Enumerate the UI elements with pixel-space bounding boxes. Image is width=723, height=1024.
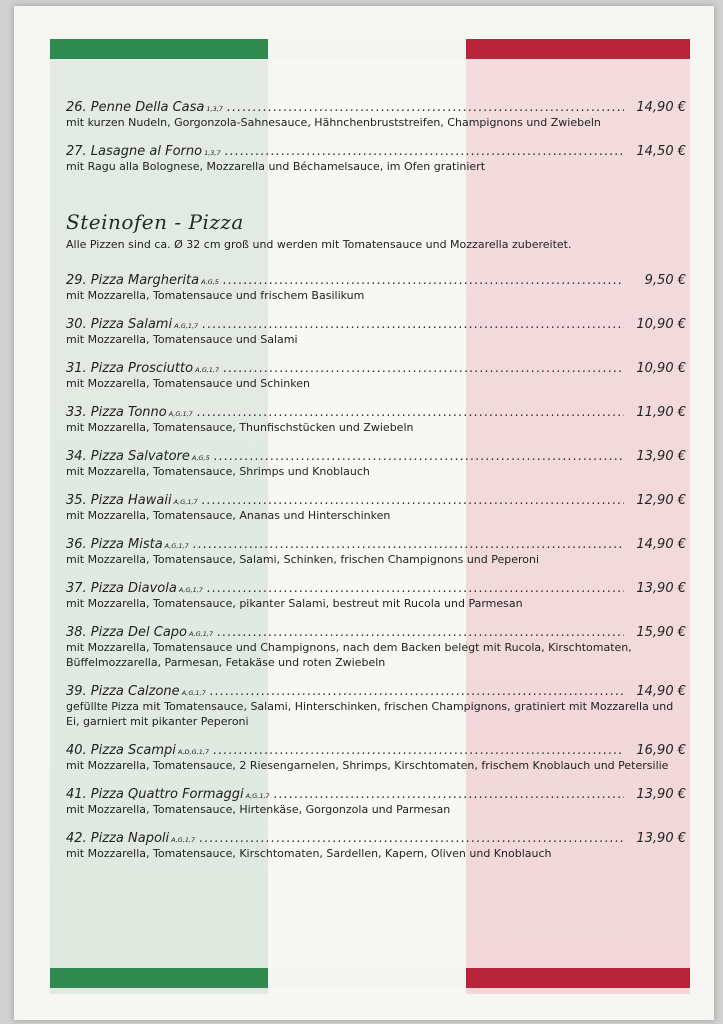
menu-item bbox=[66, 831, 686, 861]
menu-item-price: 13,90 € bbox=[636, 449, 686, 464]
dot-leader bbox=[225, 144, 624, 159]
menu-item-description: mit Mozzarella, Tomatensauce und Salami bbox=[66, 333, 298, 346]
menu-item-row bbox=[66, 581, 686, 596]
menu-item-row bbox=[66, 144, 686, 159]
menu-item bbox=[66, 625, 686, 670]
allergen-codes: A,G,1,7 bbox=[245, 792, 270, 800]
menu-item bbox=[66, 787, 686, 817]
menu-item-description: mit Mozzarella, Tomatensauce, Shrimps und Knoblauch bbox=[66, 465, 370, 478]
menu-item-row bbox=[66, 405, 686, 420]
menu-item-row bbox=[66, 100, 686, 115]
menu-item-name: 27. Lasagne al Forno bbox=[66, 144, 203, 159]
allergen-codes: 1,3,7 bbox=[206, 105, 223, 113]
menu-item-price: 12,90 € bbox=[636, 493, 686, 508]
pasta-list bbox=[66, 100, 686, 174]
menu-item-price: 14,90 € bbox=[636, 684, 686, 699]
menu-item bbox=[66, 743, 686, 773]
menu-item bbox=[66, 581, 686, 611]
menu-item-price: 14,90 € bbox=[636, 100, 686, 115]
flag-band-bottom bbox=[50, 968, 690, 988]
menu-item-name: 38. Pizza Del Capo bbox=[66, 625, 188, 640]
menu-page bbox=[14, 6, 714, 1020]
menu-item-row bbox=[66, 449, 686, 464]
menu-item-description: mit Mozzarella, Tomatensauce, Kirschtomaten, Sardellen, Kapern, Oliven und Knoblauch bbox=[66, 847, 552, 860]
menu-item-price: 10,90 € bbox=[636, 361, 686, 376]
menu-item-price: 16,90 € bbox=[636, 743, 686, 758]
menu-item-description: gefüllte Pizza mit Tomatensauce, Salami, Hinterschinken, frischen Champignons, gratiniert mit Mozzarella und Ei, garniert mit pikanter Peperoni bbox=[66, 700, 674, 728]
menu-item-description: mit Mozzarella, Tomatensauce, pikanter Salami, bestreut mit Rucola und Parmesan bbox=[66, 597, 523, 610]
menu-item bbox=[66, 361, 686, 391]
dot-leader bbox=[199, 831, 624, 846]
menu-item-row bbox=[66, 493, 686, 508]
allergen-codes: A,G,1,7 bbox=[178, 586, 203, 594]
menu-item-description: mit kurzen Nudeln, Gorgonzola-Sahnesauce, Hähnchenbruststreifen, Champignons und Zwiebeln bbox=[66, 116, 601, 129]
menu-item-name: 30. Pizza Salami bbox=[66, 317, 173, 332]
menu-item-row bbox=[66, 537, 686, 552]
menu-item-name: 33. Pizza Tonno bbox=[66, 405, 167, 420]
menu-item-description: mit Mozzarella, Tomatensauce, Hirtenkäse, Gorgonzola und Parmesan bbox=[66, 803, 451, 816]
menu-item-price: 13,90 € bbox=[636, 787, 686, 802]
menu-item-row bbox=[66, 317, 686, 332]
menu-item-row bbox=[66, 787, 686, 802]
menu-item-description: mit Mozzarella, Tomatensauce und Champignons, nach dem Backen belegt mit Rucola, Kirschtomaten, Büffelmozzarella, Parmesan, Fetakäse und roten Zwiebeln bbox=[66, 641, 632, 669]
menu-item bbox=[66, 144, 686, 174]
menu-item-price: 13,90 € bbox=[636, 831, 686, 846]
allergen-codes: A,G,5 bbox=[191, 454, 210, 462]
dot-leader bbox=[214, 449, 624, 464]
menu-item-name: 41. Pizza Quattro Formaggi bbox=[66, 787, 244, 802]
menu-item bbox=[66, 537, 686, 567]
menu-item-price: 14,50 € bbox=[636, 144, 686, 159]
dot-leader bbox=[202, 317, 624, 332]
menu-item-price: 14,90 € bbox=[636, 537, 686, 552]
menu-item-description: mit Mozzarella, Tomatensauce und Schinken bbox=[66, 377, 310, 390]
allergen-codes: A,D,G,1,7 bbox=[177, 748, 210, 756]
menu-item-price: 15,90 € bbox=[636, 625, 686, 640]
dot-leader bbox=[193, 537, 624, 552]
menu-item-price: 10,90 € bbox=[636, 317, 686, 332]
menu-content bbox=[66, 100, 686, 875]
menu-item-row bbox=[66, 273, 686, 288]
dot-leader bbox=[213, 743, 624, 758]
menu-item-name: 29. Pizza Margherita bbox=[66, 273, 200, 288]
dot-leader bbox=[197, 405, 624, 420]
allergen-codes: 1,3,7 bbox=[204, 149, 221, 157]
flag-band-top bbox=[50, 39, 690, 59]
allergen-codes: A,G,1,7 bbox=[173, 498, 198, 506]
menu-item-name: 39. Pizza Calzone bbox=[66, 684, 180, 699]
section-intro: Alle Pizzen sind ca. Ø 32 cm groß und werden mit Tomatensauce und Mozzarella zubereitet. bbox=[66, 238, 572, 251]
dot-leader bbox=[202, 493, 624, 508]
menu-item-name: 35. Pizza Hawaii bbox=[66, 493, 172, 508]
allergen-codes: A,G,1,7 bbox=[174, 322, 199, 330]
menu-item-name: 37. Pizza Diavola bbox=[66, 581, 177, 596]
allergen-codes: A,G,1,7 bbox=[164, 542, 189, 550]
menu-item-description: mit Mozzarella, Tomatensauce, Ananas und Hinterschinken bbox=[66, 509, 391, 522]
menu-item bbox=[66, 493, 686, 523]
allergen-codes: A,G,1,7 bbox=[181, 689, 206, 697]
allergen-codes: A,G,1,7 bbox=[195, 366, 220, 374]
menu-item-name: 31. Pizza Prosciutto bbox=[66, 361, 194, 376]
menu-item bbox=[66, 449, 686, 479]
menu-item-price: 11,90 € bbox=[636, 405, 686, 420]
menu-item-description: mit Mozzarella, Tomatensauce, Salami, Schinken, frischen Champignons und Peperoni bbox=[66, 553, 540, 566]
menu-item-row bbox=[66, 743, 686, 758]
dot-leader bbox=[210, 684, 624, 699]
menu-item-price: 13,90 € bbox=[636, 581, 686, 596]
menu-item-description: mit Mozzarella, Tomatensauce, Thunfischstücken und Zwiebeln bbox=[66, 421, 414, 434]
menu-item bbox=[66, 317, 686, 347]
dot-leader bbox=[223, 273, 624, 288]
menu-item-description: mit Mozzarella, Tomatensauce, 2 Riesengarnelen, Shrimps, Kirschtomaten, frischem Knoblauch und Petersilie bbox=[66, 759, 669, 772]
menu-item bbox=[66, 273, 686, 303]
menu-item-name: 26. Penne Della Casa bbox=[66, 100, 205, 115]
menu-item bbox=[66, 100, 686, 130]
menu-item-row bbox=[66, 831, 686, 846]
menu-item bbox=[66, 405, 686, 435]
menu-item-name: 42. Pizza Napoli bbox=[66, 831, 170, 846]
menu-item-name: 40. Pizza Scampi bbox=[66, 743, 176, 758]
dot-leader bbox=[227, 100, 624, 115]
dot-leader bbox=[217, 625, 624, 640]
dot-leader bbox=[223, 361, 624, 376]
menu-item bbox=[66, 684, 686, 729]
allergen-codes: A,G,1,7 bbox=[168, 410, 193, 418]
dot-leader bbox=[274, 787, 624, 802]
menu-item-row bbox=[66, 361, 686, 376]
allergen-codes: A,G,1,7 bbox=[171, 836, 196, 844]
section-title: Steinofen - Pizza bbox=[66, 210, 244, 234]
menu-item-name: 36. Pizza Mista bbox=[66, 537, 163, 552]
menu-item-description: mit Ragu alla Bolognese, Mozzarella und Béchamelsauce, im Ofen gratiniert bbox=[66, 160, 486, 173]
menu-item-price: 9,50 € bbox=[644, 273, 686, 288]
menu-item-row bbox=[66, 684, 686, 699]
allergen-codes: A,G,1,7 bbox=[189, 630, 214, 638]
menu-item-name: 34. Pizza Salvatore bbox=[66, 449, 190, 464]
menu-item-row bbox=[66, 625, 686, 640]
allergen-codes: A,G,5 bbox=[201, 278, 219, 286]
pizza-list bbox=[66, 273, 686, 861]
menu-item-description: mit Mozzarella, Tomatensauce und frischem Basilikum bbox=[66, 289, 365, 302]
dot-leader bbox=[207, 581, 624, 596]
